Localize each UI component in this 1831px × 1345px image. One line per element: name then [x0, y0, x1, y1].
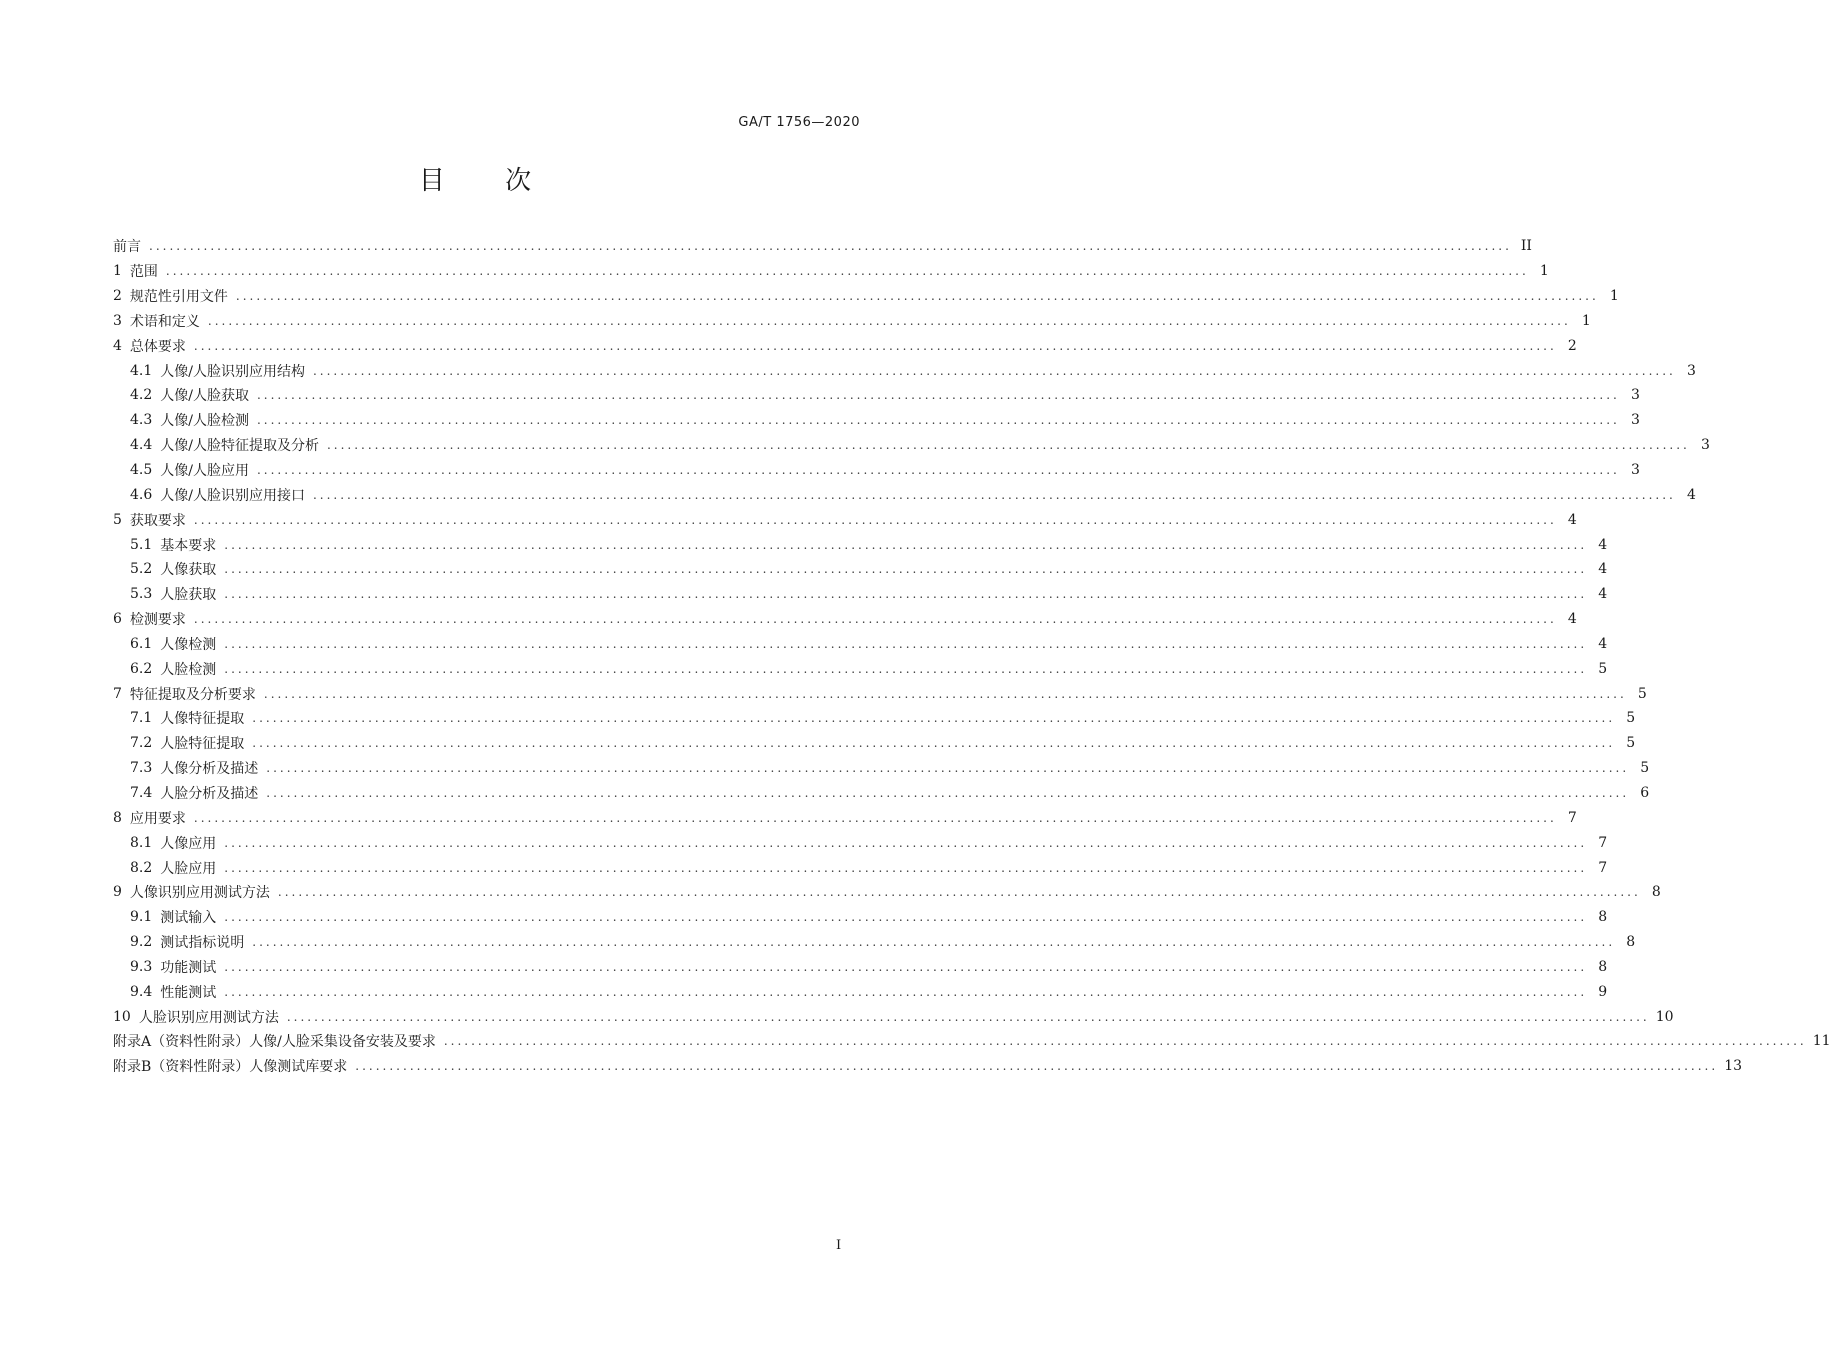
toc-entry[interactable] — [113, 507, 1577, 532]
toc-entry-page: 4 — [1567, 611, 1577, 628]
toc-entry-number: 5.1 — [130, 536, 153, 553]
dot-leader: ........................................................................................................................................................................................................ — [266, 761, 1630, 776]
toc-entry[interactable] — [113, 333, 1577, 358]
toc-entry-label: 测试指标说明 — [160, 935, 245, 952]
toc-entry-page: 13 — [1724, 1058, 1743, 1075]
toc-entry-page: 4 — [1598, 561, 1608, 578]
toc-entry-label: 术语和定义 — [129, 313, 200, 330]
dot-leader: ........................................................................................................................................................................................................ — [312, 487, 1676, 502]
toc-entry[interactable] — [113, 358, 1696, 383]
toc-entry-number: 4.3 — [130, 412, 153, 429]
toc-entry-number: 4.5 — [130, 462, 153, 479]
toc-entry-label: 人像识别应用测试方法 — [129, 885, 270, 902]
toc-entry-number: 4 — [113, 337, 122, 354]
toc-entry-page: 7 — [1598, 834, 1608, 851]
toc-entry[interactable] — [113, 458, 1640, 483]
toc-entry[interactable] — [113, 830, 1608, 855]
toc-entry[interactable] — [113, 632, 1608, 657]
dot-leader: ........................................................................................................................................................................................................ — [193, 810, 1557, 825]
dot-leader: ........................................................................................................................................................................................................ — [235, 289, 1599, 304]
toc-entry[interactable] — [113, 805, 1577, 830]
dot-leader: ........................................................................................................................................................................................................ — [252, 935, 1616, 950]
toc-entry-label: 人像获取 — [160, 562, 217, 579]
toc-entry-number: 6 — [113, 611, 122, 628]
dot-leader: ........................................................................................................................................................................................................ — [149, 239, 1512, 254]
toc-entry-number: 8 — [113, 809, 122, 826]
toc-entry-page: 8 — [1626, 934, 1636, 951]
toc-entry[interactable] — [113, 855, 1608, 880]
toc-entry-label: 人像分析及描述 — [160, 761, 259, 778]
dot-leader: ........................................................................................................................................................................................................ — [193, 612, 1557, 627]
dot-leader: ........................................................................................................................................................................................................ — [224, 959, 1588, 974]
toc-entry-number: 9.2 — [130, 934, 153, 951]
toc-entry[interactable] — [113, 656, 1608, 681]
dot-leader: ........................................................................................................................................................................................................ — [207, 313, 1571, 328]
toc-entry-page: 9 — [1598, 983, 1608, 1000]
toc-entry-page: 7 — [1598, 859, 1608, 876]
toc-entry-number: 9.3 — [130, 958, 153, 975]
toc-entry[interactable] — [113, 930, 1636, 955]
toc-entry[interactable] — [113, 383, 1640, 408]
table-of-contents — [113, 234, 1831, 1079]
toc-entry-page: 5 — [1598, 660, 1608, 677]
toc-entry-label: 附录B（资料性附录）人像测试库要求 — [113, 1059, 348, 1076]
toc-entry-number: 7.4 — [130, 784, 153, 801]
toc-entry-number: 9 — [113, 884, 122, 901]
dot-leader: ........................................................................................................................................................................................................ — [224, 562, 1588, 577]
toc-entry-label: 功能测试 — [160, 959, 217, 976]
toc-entry[interactable] — [113, 309, 1591, 334]
dot-leader: ........................................................................................................................................................................................................ — [252, 711, 1616, 726]
dot-leader: ........................................................................................................................................................................................................ — [224, 910, 1588, 925]
toc-entry-page: 3 — [1700, 437, 1710, 454]
toc-entry-page: 2 — [1567, 337, 1577, 354]
toc-entry-page: 8 — [1598, 909, 1608, 926]
dot-leader: ........................................................................................................................................................................................................ — [193, 512, 1557, 527]
toc-entry-label: 人像特征提取 — [160, 711, 245, 728]
toc-entry[interactable] — [113, 756, 1650, 781]
toc-entry-page: 10 — [1655, 1008, 1674, 1025]
toc-entry-label: 人脸识别应用测试方法 — [138, 1009, 279, 1026]
toc-entry-label: 人脸检测 — [160, 661, 217, 678]
toc-entry-number: 3 — [113, 312, 122, 329]
dot-leader: ........................................................................................................................................................................................................ — [256, 413, 1620, 428]
toc-entry-page: 3 — [1686, 362, 1696, 379]
toc-entry-label: 人像/人脸特征提取及分析 — [160, 438, 319, 455]
toc-entry-page: 3 — [1630, 412, 1640, 429]
toc-entry[interactable] — [113, 557, 1608, 582]
dot-leader: ........................................................................................................................................................................................................ — [252, 736, 1616, 751]
toc-entry-number: 6.1 — [130, 635, 153, 652]
toc-entry-page: 8 — [1598, 958, 1608, 975]
toc-entry[interactable] — [113, 1054, 1743, 1079]
toc-entry-page: II — [1520, 238, 1532, 255]
toc-entry-label: 特征提取及分析要求 — [129, 686, 256, 703]
dot-leader: ........................................................................................................................................................................................................ — [277, 885, 1641, 900]
dot-leader: ........................................................................................................................................................................................................ — [224, 587, 1588, 602]
toc-entry-number: 4.1 — [130, 362, 153, 379]
toc-entry-label: 人脸获取 — [160, 587, 217, 604]
toc-entry-number: 9.1 — [130, 909, 153, 926]
toc-entry-label: 人像/人脸获取 — [160, 388, 249, 405]
dot-leader: ........................................................................................................................................................................................................ — [193, 338, 1557, 353]
toc-entry[interactable] — [113, 1029, 1831, 1054]
toc-entry[interactable] — [113, 681, 1647, 706]
dot-leader: ........................................................................................................................................................................................................ — [326, 438, 1690, 453]
toc-entry-label: 人像/人脸应用 — [160, 463, 249, 480]
toc-entry-number: 1 — [113, 263, 122, 280]
toc-entry-number: 2 — [113, 288, 122, 305]
toc-entry[interactable] — [113, 731, 1636, 756]
toc-entry-number: 4.2 — [130, 387, 153, 404]
dot-leader: ........................................................................................................................................................................................................ — [224, 636, 1588, 651]
toc-entry-number: 9.4 — [130, 983, 153, 1000]
toc-entry-page: 7 — [1567, 809, 1577, 826]
toc-entry-number: 6.2 — [130, 660, 153, 677]
toc-entry-page: 11 — [1812, 1033, 1831, 1050]
toc-entry-label: 基本要求 — [160, 537, 217, 554]
toc-entry-page: 5 — [1626, 735, 1636, 752]
toc-entry-label: 规范性引用文件 — [129, 289, 228, 306]
toc-entry-number: 5.2 — [130, 561, 153, 578]
dot-leader: ........................................................................................................................................................................................................ — [224, 537, 1588, 552]
toc-entry-page: 3 — [1630, 462, 1640, 479]
toc-entry-label: 前言 — [113, 239, 141, 256]
toc-entry-label: 人像检测 — [160, 636, 217, 653]
toc-entry-label: 检测要求 — [129, 612, 186, 629]
toc-entry-label: 性能测试 — [160, 984, 217, 1001]
toc-entry-label: 人脸特征提取 — [160, 736, 245, 753]
dot-leader: ........................................................................................................................................................................................................ — [224, 661, 1588, 676]
toc-entry[interactable] — [113, 607, 1577, 632]
toc-entry-number: 4.4 — [130, 437, 153, 454]
toc-entry[interactable] — [113, 1004, 1674, 1029]
toc-entry-page: 4 — [1598, 536, 1608, 553]
toc-entry-page: 6 — [1640, 784, 1650, 801]
toc-entry-page: 4 — [1598, 586, 1608, 603]
toc-entry-page: 4 — [1598, 635, 1608, 652]
dot-leader: ........................................................................................................................................................................................................ — [266, 785, 1630, 800]
toc-entry[interactable] — [113, 284, 1619, 309]
toc-entry-page: 3 — [1630, 387, 1640, 404]
toc-entry-label: 附录A（资料性附录）人像/人脸采集设备安装及要求 — [113, 1034, 436, 1051]
toc-entry[interactable] — [113, 532, 1608, 557]
dot-leader: ........................................................................................................................................................................................................ — [443, 1034, 1807, 1049]
dot-leader: ........................................................................................................................................................................................................ — [256, 463, 1620, 478]
toc-entry-number: 8.1 — [130, 834, 153, 851]
toc-entry[interactable] — [113, 905, 1608, 930]
toc-entry-label: 人像/人脸识别应用接口 — [160, 487, 305, 504]
toc-title: 目 次 — [418, 166, 558, 196]
toc-entry[interactable] — [113, 582, 1608, 607]
dot-leader: ........................................................................................................................................................................................................ — [165, 264, 1529, 279]
toc-entry-page: 5 — [1637, 685, 1647, 702]
toc-entry[interactable] — [113, 979, 1608, 1004]
document-code: GA/T 1756—2020 — [738, 115, 860, 130]
toc-entry-page: 1 — [1539, 263, 1549, 280]
toc-entry-page: 8 — [1651, 884, 1661, 901]
toc-entry[interactable] — [113, 408, 1640, 433]
toc-entry-label: 测试输入 — [160, 910, 217, 927]
toc-entry[interactable] — [113, 954, 1608, 979]
dot-leader: ........................................................................................................................................................................................................ — [355, 1059, 1719, 1074]
dot-leader: ........................................................................................................................................................................................................ — [224, 860, 1588, 875]
toc-entry-label: 应用要求 — [129, 810, 186, 827]
toc-entry-label: 人像应用 — [160, 835, 217, 852]
toc-entry-number: 7.1 — [130, 710, 153, 727]
toc-entry-page: 4 — [1686, 486, 1696, 503]
dot-leader: ........................................................................................................................................................................................................ — [286, 1009, 1650, 1024]
toc-entry-label: 获取要求 — [129, 512, 186, 529]
toc-entry[interactable] — [113, 259, 1549, 284]
toc-entry-number: 10 — [113, 1008, 131, 1025]
dot-leader: ........................................................................................................................................................................................................ — [224, 984, 1588, 999]
dot-leader: ........................................................................................................................................................................................................ — [256, 388, 1620, 403]
toc-entry-number: 7.3 — [130, 760, 153, 777]
toc-entry[interactable] — [113, 781, 1650, 806]
toc-entry-number: 8.2 — [130, 859, 153, 876]
page-number: I — [836, 1238, 842, 1253]
toc-entry[interactable] — [113, 234, 1532, 259]
toc-entry-label: 人像/人脸检测 — [160, 413, 249, 430]
toc-entry-label: 人脸分析及描述 — [160, 785, 259, 802]
toc-entry-page: 1 — [1609, 288, 1619, 305]
dot-leader: ........................................................................................................................................................................................................ — [224, 835, 1588, 850]
toc-entry-label: 人脸应用 — [160, 860, 217, 877]
toc-entry-label: 范围 — [129, 264, 158, 281]
toc-entry-number: 7.2 — [130, 735, 153, 752]
toc-entry[interactable] — [113, 880, 1661, 905]
toc-entry-number: 4.6 — [130, 486, 153, 503]
toc-entry-number: 5.3 — [130, 586, 153, 603]
dot-leader: ........................................................................................................................................................................................................ — [263, 686, 1627, 701]
toc-entry-label: 总体要求 — [129, 338, 186, 355]
toc-entry-page: 4 — [1567, 511, 1577, 528]
toc-entry[interactable] — [113, 706, 1636, 731]
toc-entry-number: 5 — [113, 511, 122, 528]
dot-leader: ........................................................................................................................................................................................................ — [312, 363, 1676, 378]
toc-entry-label: 人像/人脸识别应用结构 — [160, 363, 305, 380]
toc-entry-page: 5 — [1640, 760, 1650, 777]
toc-entry-number: 7 — [113, 685, 122, 702]
toc-entry[interactable] — [113, 482, 1696, 507]
toc-entry-page: 5 — [1626, 710, 1636, 727]
toc-entry-page: 1 — [1581, 312, 1591, 329]
toc-entry[interactable] — [113, 433, 1710, 458]
